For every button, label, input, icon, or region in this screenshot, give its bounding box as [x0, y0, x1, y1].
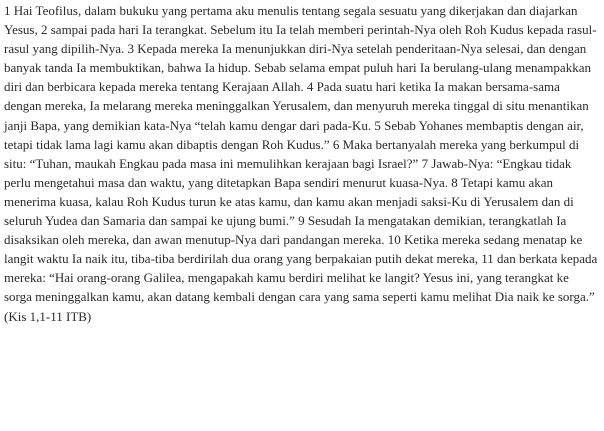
verse-number: 2 — [40, 22, 48, 38]
verse-number: 9 — [298, 213, 305, 229]
verse-text: dan berkata kepada mereka: “Hai orang-orang Galilea, mengapakah kamu berdiri melihat ke langit? Yesus ini, yang terangkat ke sorga meninggalkan kamu, akan datang kembali dengan cara yang sama seperti kamu melihat Dia naik ke sorga.” — [4, 251, 598, 305]
verse-number: 8 — [451, 174, 458, 190]
verse-number: 4 — [306, 79, 314, 95]
verse-number: 11 — [481, 251, 494, 267]
verse-number: 7 — [421, 155, 429, 171]
scripture-passage — [4, 1, 600, 326]
verse-number: 5 — [374, 117, 381, 133]
verse-text: Sesudah Ia mengatakan demikian, terangkatlah Ia disaksikan oleh mereka, dan awan menutup-Nya dari pandangan mereka. — [4, 213, 567, 248]
verse-number: 10 — [387, 232, 401, 248]
verse-text: Tetapi kamu akan menerima kuasa, kalau Roh Kudus turun ke atas kamu, dan kamu akan menjadi saksi-Ku di Yerusalem dan di seluruh Yudea dan Samaria dan sampai ke ujung bumi.” — [4, 174, 574, 229]
verse-text: Sebab Yohanes membaptis dengan air, tetapi tidak lama lagi kamu akan dibaptis dengan Roh Kudus.” — [4, 117, 584, 152]
verse-number: 6 — [332, 136, 340, 152]
verse-text: Kepada mereka Ia menunjukkan diri-Nya setelah penderitaan-Nya selesai, dan dengan banyak tanda Ia membuktikan, bahwa Ia hidup. Sebab selama empat puluh hari Ia berulang-ulang menampakkan diri dan berbicara kepada mereka tentang Kerajaan Allah. — [4, 41, 591, 95]
verse-text: Hai Teofilus, dalam bukuku yang pertama aku menulis tentang segala sesuatu yang dikerjakan dan diajarkan Yesus, — [4, 3, 578, 38]
verse-text: Jawab-Nya: “Engkau tidak perlu mengetahui masa dan waktu, yang ditetapkan Bapa sendiri menurut kuasa-Nya. — [4, 155, 572, 190]
verse-text: Pada suatu hari ketika Ia makan bersama-sama dengan mereka, Ia melarang mereka meninggalkan Yerusalem, dan menyuruh mereka tinggal di situ menantikan janji Bapa, yang demikian kata-Nya “telah kamu dengar dari pada-Ku. — [4, 79, 589, 133]
verse-number: 3 — [127, 41, 134, 57]
verse-number: 1 — [4, 3, 11, 18]
verse-text: Ketika mereka sedang menatap ke langit waktu Ia naik itu, tiba-tiba berdirilah dua orang yang berpakaian putih dekat mereka, — [4, 232, 583, 267]
verse-text: sampai pada hari Ia terangkat. Sebelum itu Ia telah memberi perintah-Nya oleh Roh Kudus kepada rasul-rasul yang dipilih-Nya. — [4, 22, 597, 57]
verse-text: Maka bertanyalah mereka yang berkumpul di situ: “Tuhan, maukah Engkau pada masa ini memulihkan kerajaan bagi Israel?” — [4, 136, 580, 171]
scripture-reference: (Kis 1,1-11 ITB) — [4, 308, 92, 324]
